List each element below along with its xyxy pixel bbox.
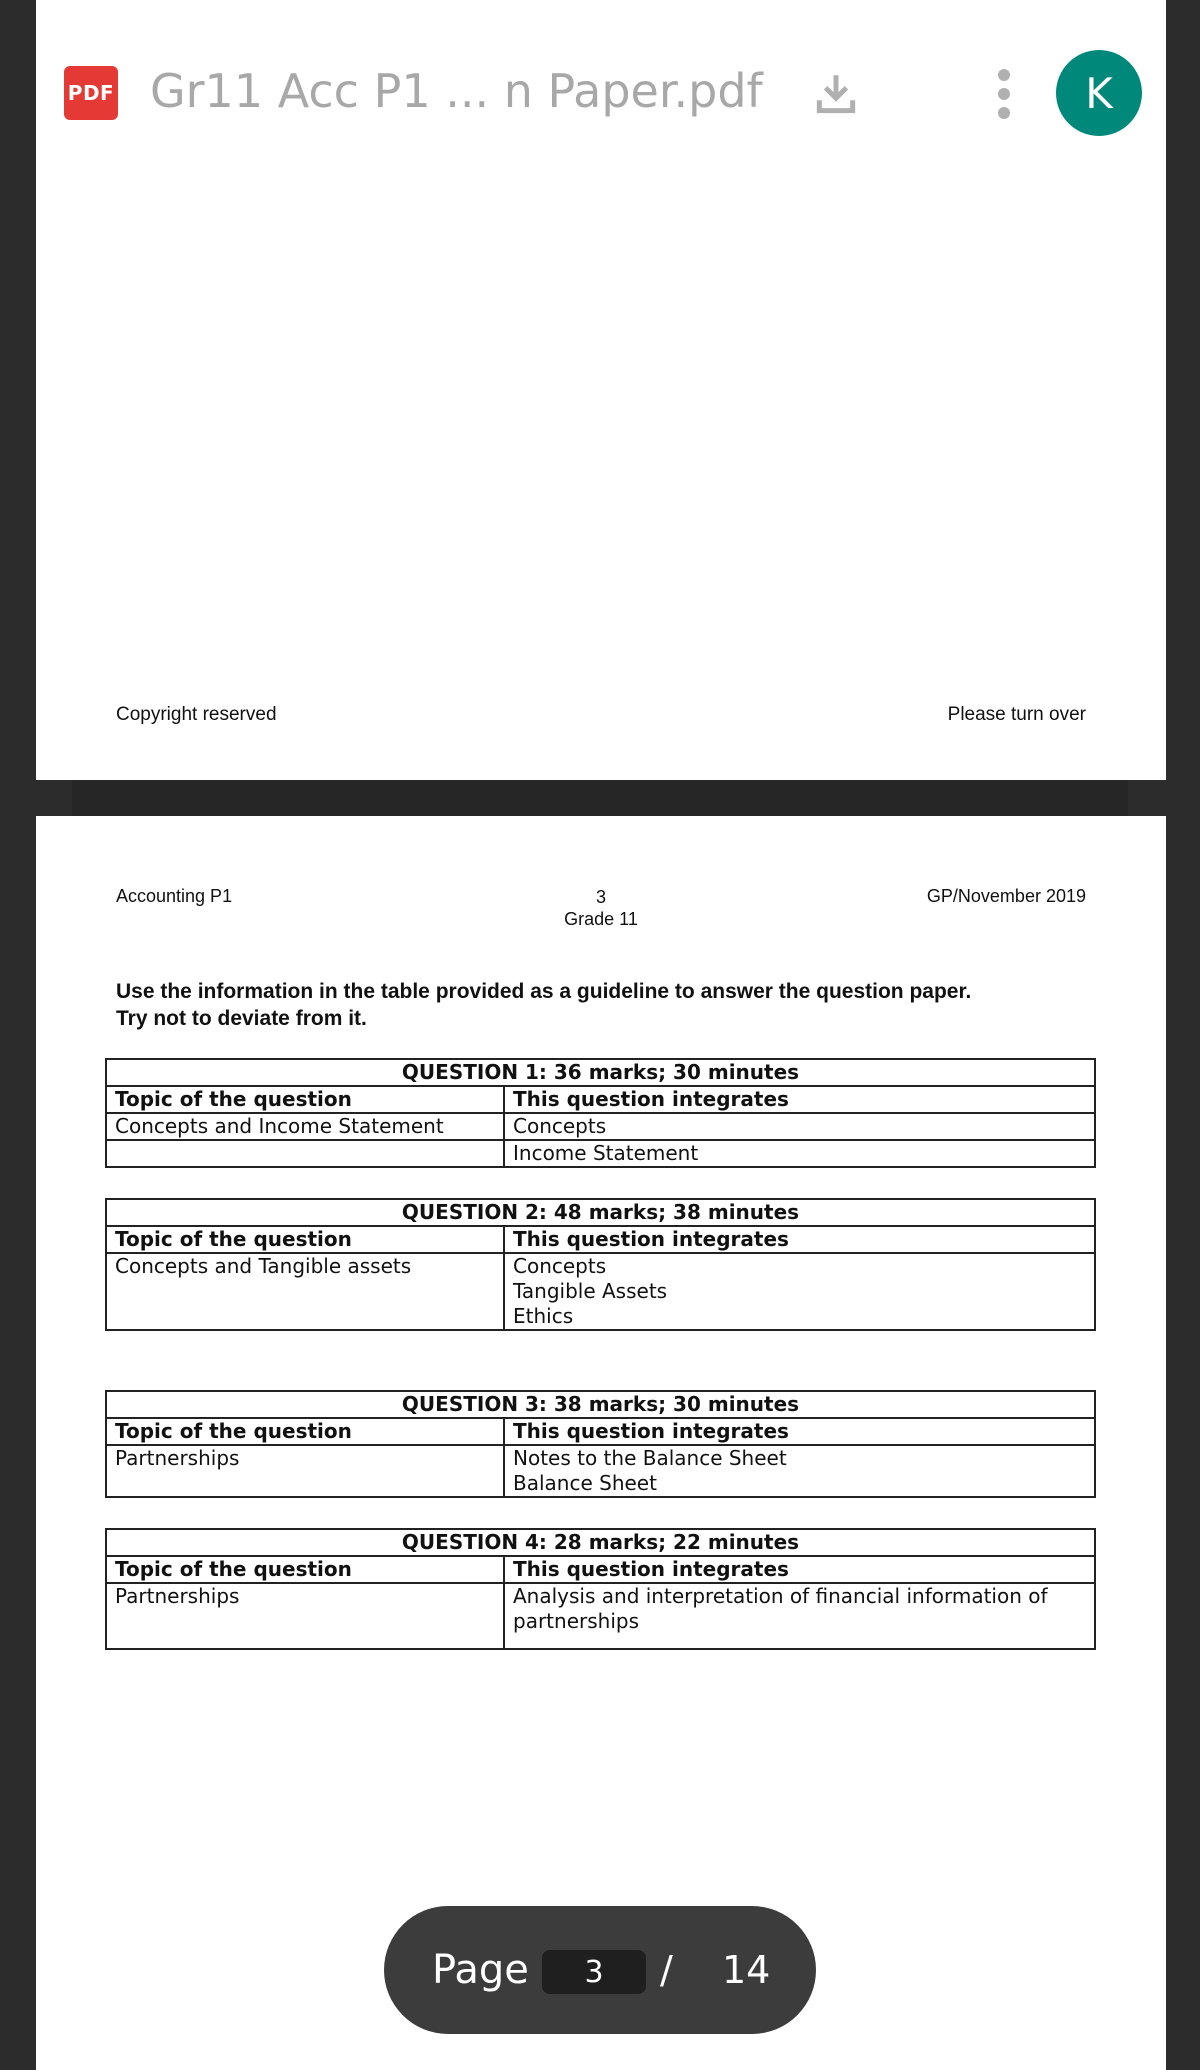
integrates-line: Analysis and interpretation of financial information of (513, 1584, 1048, 1608)
question-table (105, 1058, 1096, 1168)
account-avatar[interactable]: K (1056, 50, 1142, 136)
question-title: QUESTION 2: 48 marks; 38 minutes (106, 1199, 1095, 1226)
file-name-title: Gr11 Acc P1 ... n Paper.pdf (150, 64, 763, 118)
question-table (105, 1390, 1096, 1498)
empty-cell (106, 1140, 504, 1167)
question-table (105, 1528, 1096, 1650)
pdf-page-current (36, 816, 1166, 2070)
instruction-line: Use the information in the table provided as a guideline to answer the question paper. (116, 980, 972, 1003)
integrates-cell: Income Statement (504, 1140, 1095, 1167)
integrates-header: This question integrates (504, 1418, 1095, 1445)
question-title: QUESTION 3: 38 marks; 30 minutes (106, 1391, 1095, 1418)
integrates-line: Balance Sheet (513, 1471, 657, 1495)
header-page-number: 3 (595, 887, 606, 907)
topic-cell: Partnerships (106, 1583, 504, 1649)
integrates-cell (504, 1445, 1095, 1497)
page-separator: / (660, 1948, 673, 1992)
page-label: Page (432, 1947, 529, 1993)
integrates-cell: Concepts (504, 1113, 1095, 1140)
topic-header: Topic of the question (106, 1556, 504, 1583)
integrates-header: This question integrates (504, 1226, 1095, 1253)
header-subject: Accounting P1 (116, 886, 233, 906)
integrates-cell (504, 1583, 1095, 1649)
more-options-button[interactable] (968, 58, 1040, 130)
download-button[interactable] (800, 58, 872, 130)
footer-copyright: Copyright reserved (116, 704, 277, 725)
question-table (105, 1198, 1096, 1331)
topic-header: Topic of the question (106, 1418, 504, 1445)
integrates-header: This question integrates (504, 1086, 1095, 1113)
topic-header: Topic of the question (106, 1086, 504, 1113)
footer-turn-over: Please turn over (947, 704, 1086, 725)
integrates-header: This question integrates (504, 1556, 1095, 1583)
question-title: QUESTION 4: 28 marks; 22 minutes (106, 1529, 1095, 1556)
page-number-input[interactable] (542, 1950, 646, 1994)
page-footer (116, 704, 1086, 726)
header-exam: GP/November 2019 (926, 886, 1086, 906)
integrates-line: Ethics (513, 1304, 574, 1328)
integrates-line: Notes to the Balance Sheet (513, 1446, 787, 1470)
page-gap (72, 780, 1128, 816)
more-vert-icon (994, 67, 1014, 121)
header-grade: Grade 11 (564, 909, 638, 929)
integrates-line: Concepts (513, 1254, 607, 1278)
integrates-line: partnerships (513, 1609, 639, 1633)
page-indicator (384, 1906, 816, 2034)
integrates-cell (504, 1253, 1095, 1330)
pdf-toolbar (36, 0, 1166, 190)
integrates-line: Tangible Assets (513, 1279, 668, 1303)
instruction-line: Try not to deviate from it. (116, 1007, 367, 1030)
topic-cell: Partnerships (106, 1445, 504, 1497)
question-title: QUESTION 1: 36 marks; 30 minutes (106, 1059, 1095, 1086)
topic-header: Topic of the question (106, 1226, 504, 1253)
pdf-file-icon: PDF (64, 66, 118, 120)
topic-cell: Concepts and Income Statement (106, 1113, 504, 1140)
page-total: 14 (722, 1948, 771, 1992)
download-icon (811, 69, 861, 119)
topic-cell: Concepts and Tangible assets (106, 1253, 504, 1330)
instructions (116, 978, 1086, 1032)
